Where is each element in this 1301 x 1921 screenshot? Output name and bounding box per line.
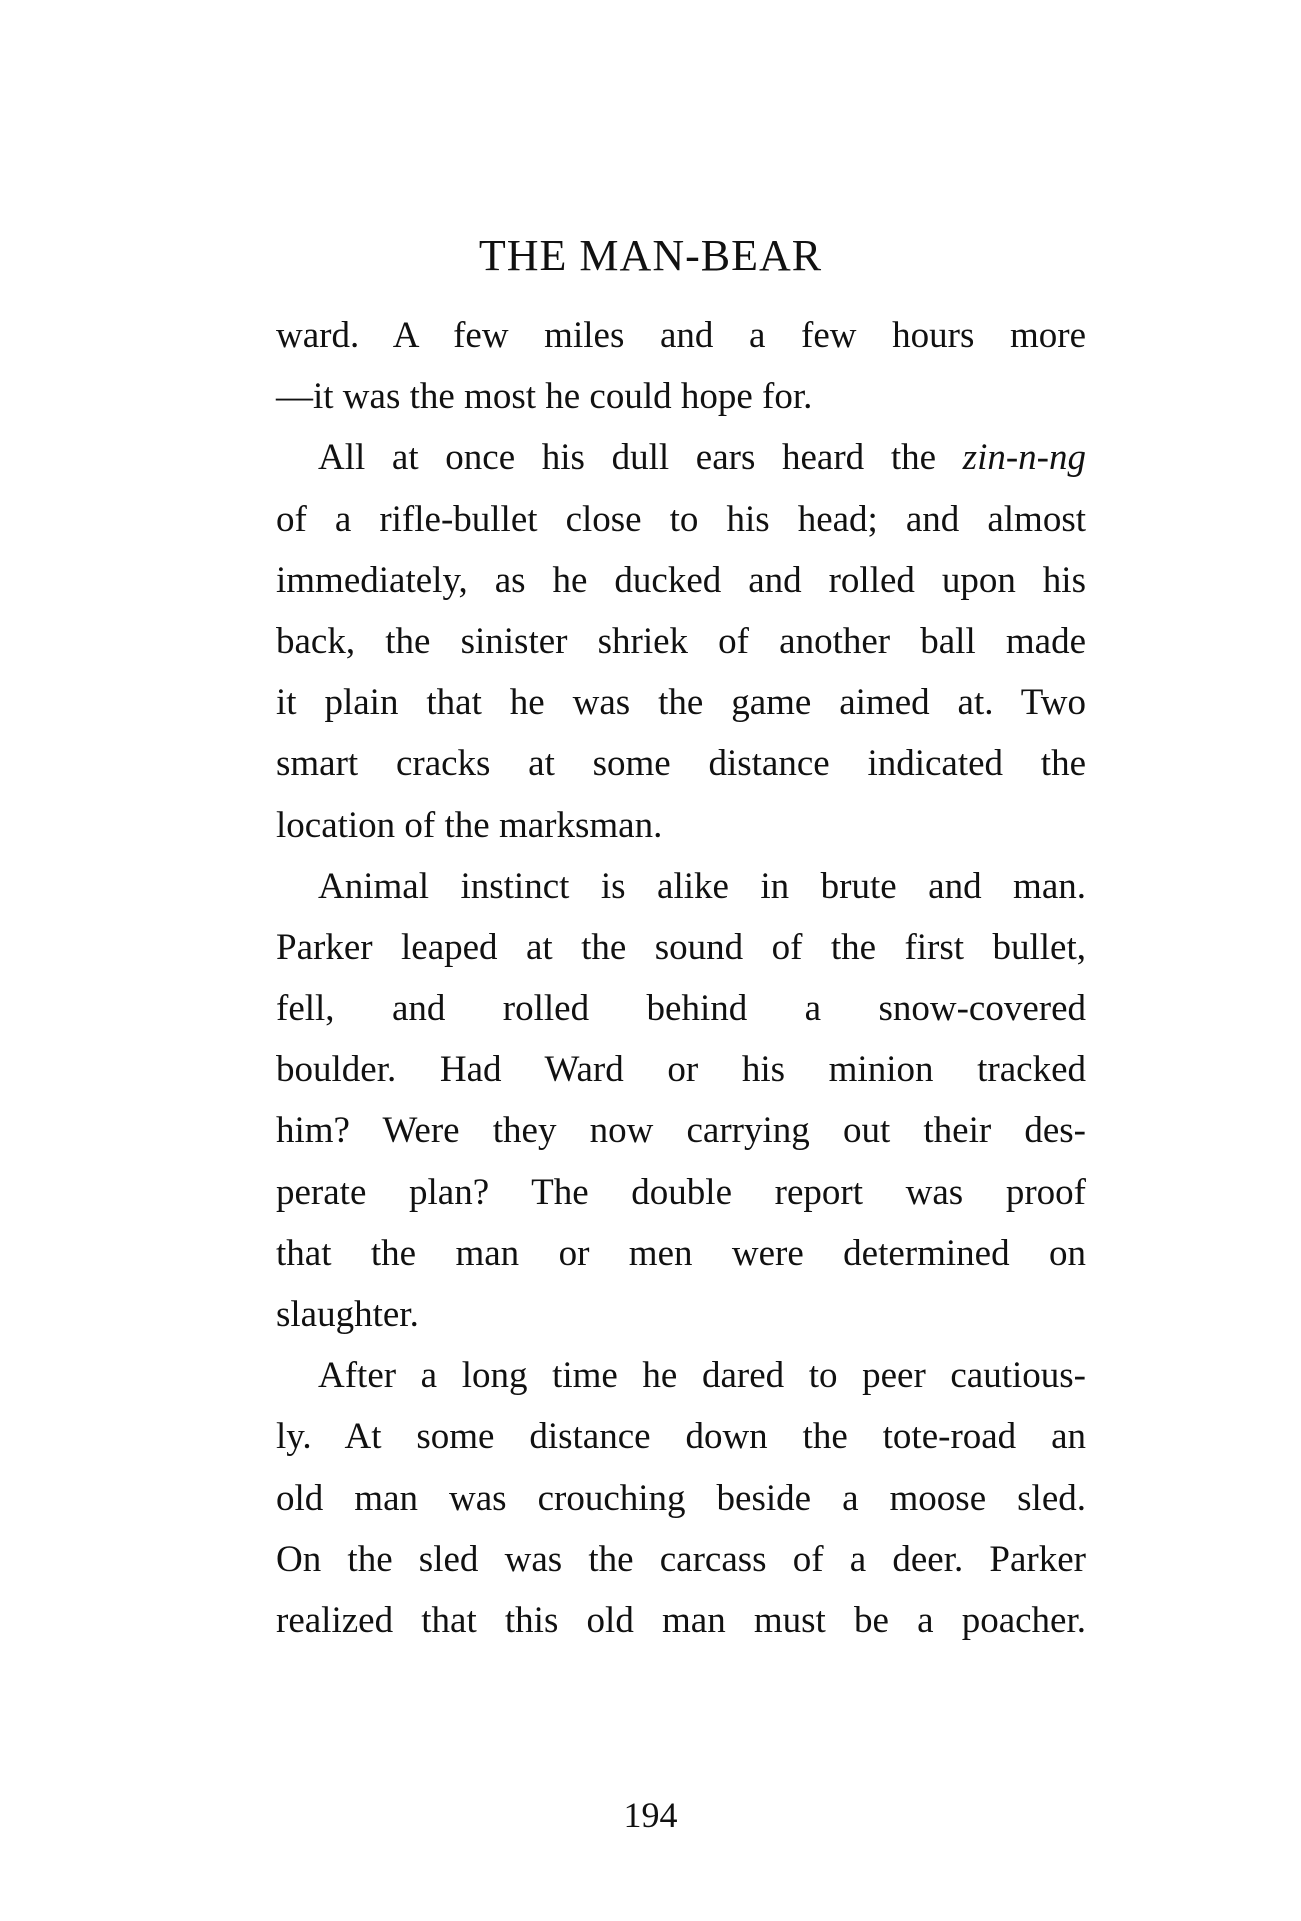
- paragraph-start-line: [276, 427, 1086, 488]
- text-line: immediately, as he ducked and rolled upon his: [276, 559, 1086, 601]
- running-head: THE MAN-BEAR: [478, 231, 823, 280]
- text-line: Parker leaped at the sound of the first bullet,: [276, 926, 1086, 968]
- text-line: boulder. Had Ward or his minion tracked: [276, 1049, 1086, 1091]
- page-number: 194: [623, 1795, 678, 1835]
- text-line: fell, and rolled behind a snow-covered: [276, 988, 1086, 1030]
- text-line: him? Were they now carrying out their des-: [276, 1110, 1086, 1152]
- text-line: —it was the most he could hope for.: [276, 376, 813, 418]
- text-line: old man was crouching beside a moose sled.: [276, 1477, 1086, 1519]
- paragraph-start-line: After a long time he dared to peer cautious-: [318, 1355, 1086, 1397]
- text-line: perate plan? The double report was proof: [276, 1171, 1086, 1213]
- text-line: it plain that he was the game aimed at. Two: [276, 682, 1086, 724]
- text-line: back, the sinister shriek of another ball made: [276, 620, 1086, 662]
- text-line: of a rifle-bullet close to his head; and almost: [276, 498, 1086, 540]
- text-line: slaughter.: [276, 1294, 419, 1335]
- text-fragment: All at once his dull ears heard the: [318, 437, 963, 479]
- text-line: ly. At some distance down the tote-road an: [276, 1416, 1086, 1458]
- paragraph-start-line: Animal instinct is alike in brute and man.: [318, 865, 1086, 907]
- italic-sound-word: zin-n-ng: [962, 437, 1086, 479]
- text-line: realized that this old man must be a poacher.: [276, 1599, 1086, 1641]
- text-line: that the man or men were determined on: [276, 1232, 1086, 1274]
- text-line: smart cracks at some distance indicated the: [276, 743, 1086, 785]
- text-line: location of the marksman.: [276, 804, 663, 846]
- body-text: [276, 305, 1086, 1651]
- text-line: ward. A few miles and a few hours more: [276, 315, 1086, 356]
- text-line: On the sled was the carcass of a deer. Parker: [276, 1538, 1086, 1580]
